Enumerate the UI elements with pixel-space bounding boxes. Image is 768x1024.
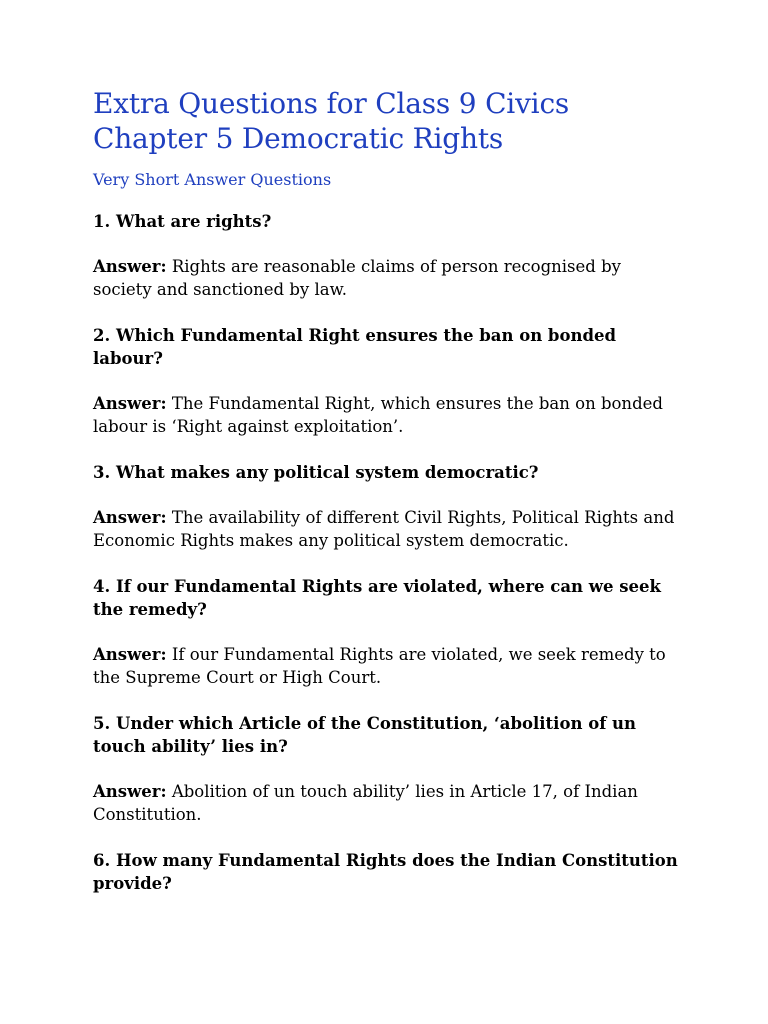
- answer-text-5: Abolition of un touch ability’ lies in Article 17, of Indian Constitution.: [93, 782, 638, 824]
- answer-4: [93, 643, 683, 689]
- question-5: 5. Under which Article of the Constitution, ‘abolition of un touch ability’ lies in?: [93, 714, 637, 756]
- question-2: 2. Which Fundamental Right ensures the ban on bonded labour?: [93, 326, 617, 368]
- qa-item-6: [93, 849, 683, 895]
- qa-item-1: [93, 210, 683, 301]
- title-line-2: Chapter 5 Democratic Rights: [93, 122, 504, 155]
- answer-2: [93, 392, 683, 438]
- answer-text-1: Rights are reasonable claims of person recognised by society and sanctioned by law.: [93, 257, 621, 299]
- question-6: 6. How many Fundamental Rights does the Indian Constitution provide?: [93, 851, 678, 893]
- question-1: 1. What are rights?: [93, 212, 272, 231]
- qa-item-2: [93, 324, 683, 438]
- title-line-1: Extra Questions for Class 9 Civics: [93, 87, 570, 120]
- answer-label: Answer:: [93, 257, 167, 276]
- answer-1: [93, 255, 683, 301]
- qa-item-3: [93, 461, 683, 552]
- answer-text-4: If our Fundamental Rights are violated, we seek remedy to the Supreme Court or High Court.: [93, 645, 666, 687]
- qa-item-4: [93, 575, 683, 689]
- answer-label: Answer:: [93, 394, 167, 413]
- question-3: 3. What makes any political system democratic?: [93, 463, 539, 482]
- answer-label: Answer:: [93, 782, 167, 801]
- section-subtitle: Very Short Answer Questions: [93, 170, 332, 189]
- answer-text-3: The availability of different Civil Rights, Political Rights and Economic Rights makes any political system democratic.: [93, 508, 675, 550]
- answer-text-2: The Fundamental Right, which ensures the ban on bonded labour is ‘Right against exploitation’.: [93, 394, 663, 436]
- page-title: [93, 86, 683, 156]
- answer-label: Answer:: [93, 645, 167, 664]
- document-page: [93, 86, 683, 917]
- question-4: 4. If our Fundamental Rights are violated, where can we seek the remedy?: [93, 577, 661, 619]
- answer-3: [93, 506, 683, 552]
- answer-label: Answer:: [93, 508, 167, 527]
- qa-item-5: [93, 712, 683, 826]
- answer-5: [93, 780, 683, 826]
